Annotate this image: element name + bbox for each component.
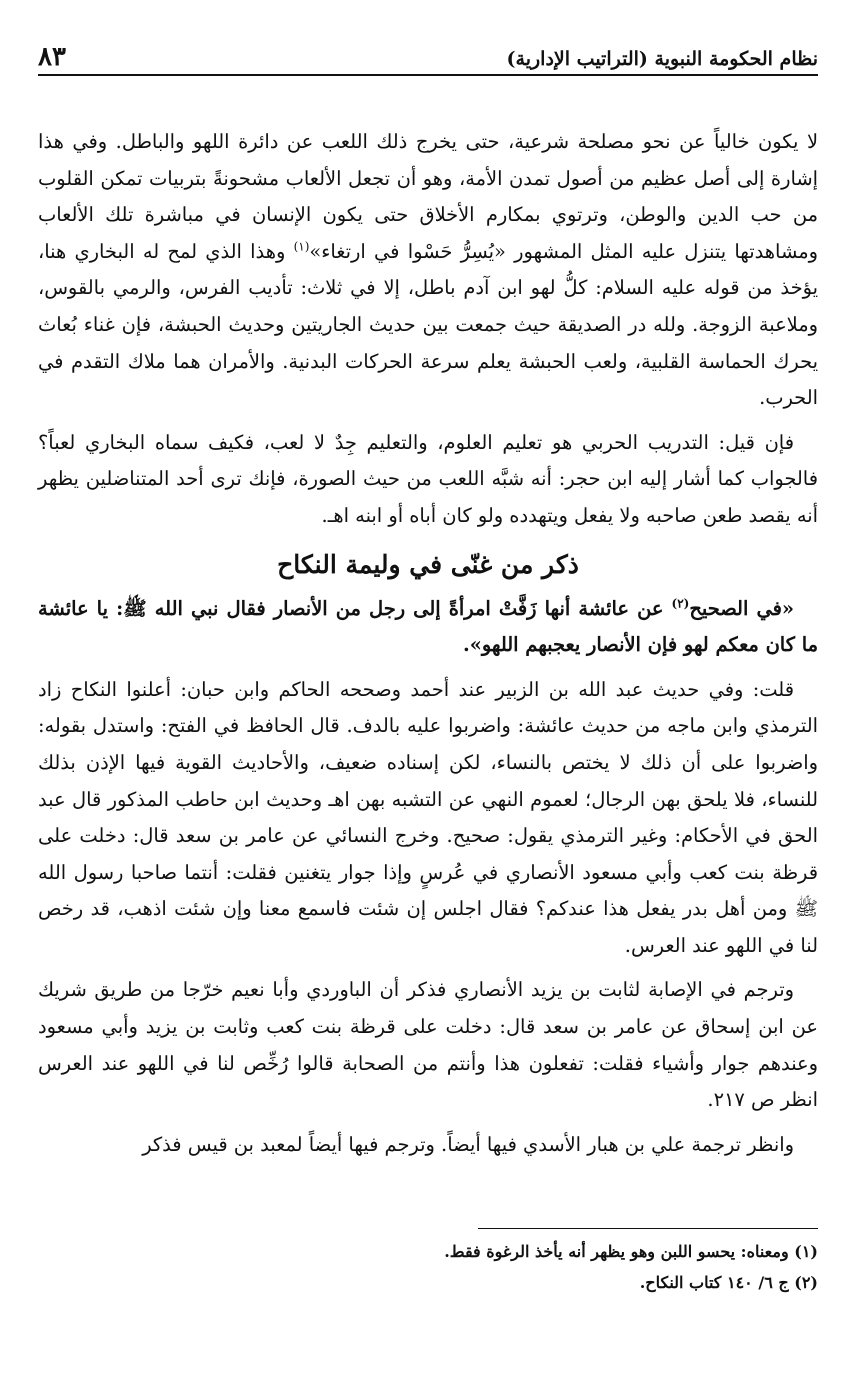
book-page [38, 30, 818, 1350]
footnote-2: (٢) ج ٦/ ١٤٠ كتاب النكاح. [639, 1273, 818, 1292]
running-header [38, 30, 818, 76]
paragraph-5: وترجم في الإصابة لثابت بن يزيد الأنصاري فذكر أن الباوردي وأبا نعيم خرّجا من طريق شريك عن ابن إسحاق عن عامر بن سعد قال: دخلت على قرظة بنت كعب وثابت بن يزيد وأبي مسعود وعندهم جوار وأشياء فقلت: تفعلون هذا وأنتم من الصحابة قالوا رُخِّص لنا في اللهو عند العرس انظر ص ٢١٧. [38, 978, 818, 1112]
hadith-quote [38, 591, 818, 664]
paragraph-2: فإن قيل: التدريب الحربي هو تعليم العلوم، والتعليم جِدٌ لا لعب، فكيف سماه البخاري لعباً؟ فالجواب كما أشار إليه ابن حجر: أنه شبَّه اللعب من حيث الصورة، فإنك ترى أحد المتناضلين يظهر أنه يقصد طعن صاحبه ولا يفعل ويتهدده ولو كان أباه أو ابنه اهـ. [38, 430, 818, 527]
hadith-quote-start: «في الصحيح [689, 596, 795, 620]
paragraph-4: قلت: وفي حديث عبد الله بن الزبير عند أحمد وصححه الحاكم وابن حبان: أعلنوا النكاح زاد الترمذي وابن ماجه من حديث عائشة: واضربوا عليه بالدف. قال الحافظ في الفتح: واستدل بقوله: واضربوا على أن ذلك لا يختص بالنساء، لكن إسناده ضعيف، والأحاديث القوية فيها الإذن بذلك للنساء، فلا يلحق بهن الرجال؛ لعموم النهي عن التشبه بهن اهـ وحديث ابن حاطب المذكور قال عبد الحق في الأحكام: وغير الترمذي يقول: صحيح. وخرج النسائي عن عامر بن سعد قال: دخلت على قرظة بنت كعب وأبي مسعود الأنصاري في عُرسٍ وإذا جوار يتغنين فقلت: أنتما صاحبا رسول الله ﷺ ومن أهل بدر يفعل هذا عندكم؟ فقال اجلس إن شئت فاسمع معنا وإن شئت اذهب، قد رخص لنا في اللهو عند العرس. [38, 677, 818, 957]
paragraph-6: وانظر ترجمة علي بن هبار الأسدي فيها أيضاً. وترجم فيها أيضاً لمعبد بن قيس فذكر [142, 1132, 794, 1156]
section-heading: ذكر من غنّى في وليمة النكاح [277, 549, 579, 579]
paragraph-1-text: لا يكون خالياً عن نحو مصلحة شرعية، حتى يخرج ذلك اللعب عن دائرة اللهو والباطل. وفي هذا إشارة إلى أصل عظيم من أصول تمدن الأمة، وهو أن تجعل الألعاب مشحونةً بتربيات تمكن القلوب من حب الدين والوطن، وترتوي بمكارم الأخلاق حتى يكون الإنسان في مباشرة تلك الألعاب ومشاهدتها يتنزل عليه المثل المشهور «يُسِرُّ حَسْوا في ارتغاء» [38, 130, 818, 263]
running-title: نظام الحكومة النبوية (التراتيب الإدارية) [506, 48, 818, 70]
hadith-quote-rest: عن عائشة أنها زَفَّتْ امرأةً إلى رجل من الأنصار فقال نبي الله ﷺ: يا عائشة ما كان معكم لهو فإن الأنصار يعجبهم اللهو». [38, 596, 818, 657]
paragraph-1 [38, 124, 818, 417]
footnote-divider [478, 1228, 818, 1229]
main-text [38, 124, 818, 1163]
footnote-ref-1[interactable]: (١) [293, 239, 310, 254]
footnote-1: (١) ومعناه: يحسو اللبن وهو يظهر أنه يأخذ الرغوة فقط. [444, 1242, 818, 1261]
footnotes [38, 1236, 818, 1298]
paragraph-1-continuation: وهذا الذي لمح له البخاري هنا، يؤخذ من قوله عليه السلام: كلُّ لهو ابن آدم باطل، إلا في ثلاث: تأديب الفرس، والرمي بالقوس، وملاعبة الزوجة. ولله در الصديقة حيث جمعت بين حديث الجاريتين وحديث الحبشة، فإن غناء بُعاث يحرك الحماسة القلبية، ولعب الحبشة يعلم سرعة الحركات البدنية. والأمران هما ملاك التقدم في الحرب. [38, 239, 818, 410]
page-number: ٨٣ [38, 42, 66, 72]
footnote-ref-2[interactable]: (٢) [671, 596, 690, 611]
